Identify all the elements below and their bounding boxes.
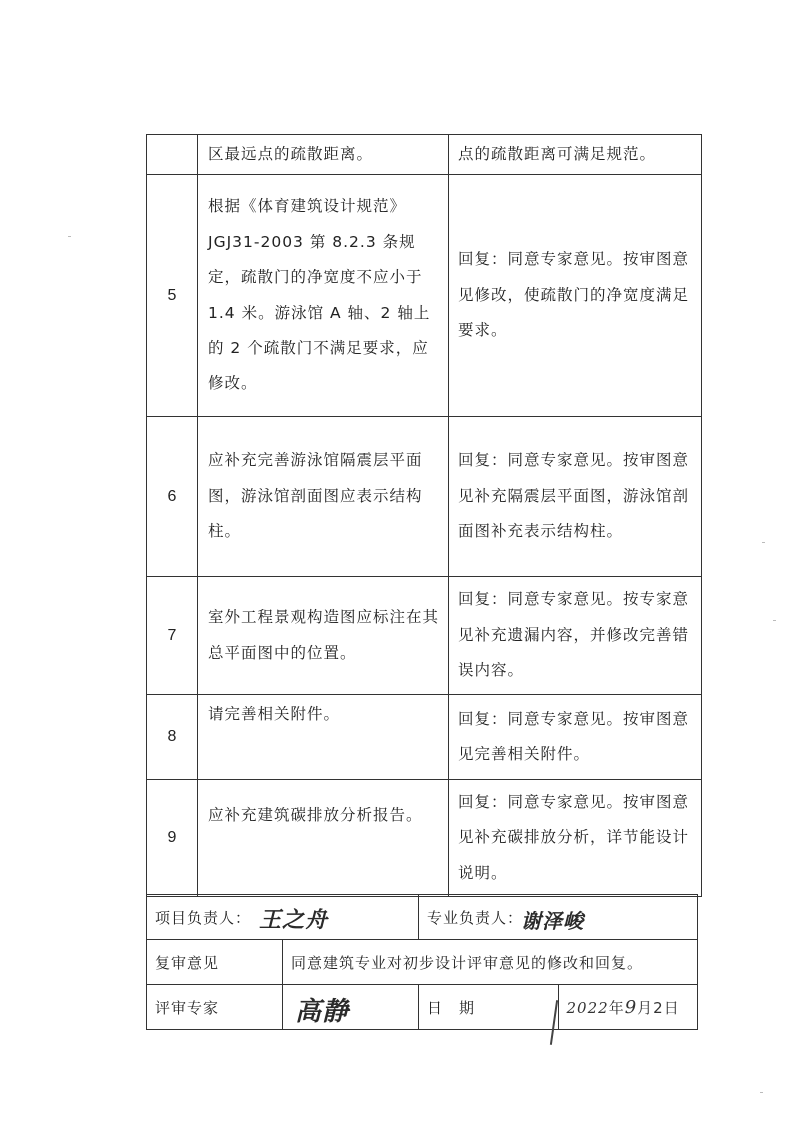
date-label-cell (419, 985, 559, 1030)
date-year-unit: 年 (608, 998, 625, 1017)
opinion-cell (198, 417, 449, 577)
recheck-opinion-text: 同意建筑专业对初步设计评审意见的修改和回复。 (291, 953, 644, 972)
reply-cell (449, 175, 702, 417)
date-day-unit: 日 (663, 998, 680, 1017)
reply-cell (449, 695, 702, 780)
date-month: 9 (624, 996, 638, 1018)
opinion-cell (198, 780, 449, 897)
table-row (147, 577, 702, 695)
recheck-row (147, 940, 698, 985)
date-month-unit: 月 (637, 998, 654, 1017)
opinion-cell (198, 135, 449, 175)
review-table (146, 134, 702, 897)
reply-text: 点的疏散距离可满足规范。 (458, 144, 657, 163)
recheck-label: 复审意见 (155, 953, 220, 972)
opinion-cell (198, 577, 449, 695)
reply-text: 回复：同意专家意见。按审图意见完善相关附件。 (458, 709, 690, 763)
reply-text: 回复：同意专家意见。按审图意见补充隔震层平面图，游泳馆剖面图补充表示结构柱。 (458, 451, 690, 541)
expert-label-cell (147, 985, 283, 1030)
date-value-cell (558, 985, 698, 1030)
date-label: 日 期 (427, 998, 476, 1017)
opinion-text: 区最远点的疏散距离。 (208, 144, 374, 163)
reply-text: 回复：同意专家意见。按专家意见补充遗漏内容，并修改完善错误内容。 (458, 590, 690, 680)
project-leader-signature: 王之舟 (259, 907, 329, 933)
table-row (147, 417, 702, 577)
table-row (147, 135, 702, 175)
opinion-text: 应补充完善游泳馆隔震层平面图，游泳馆剖面图应表示结构柱。 (208, 451, 423, 541)
row-number: 9 (147, 780, 198, 897)
opinion-cell (198, 695, 449, 780)
reply-cell (449, 780, 702, 897)
opinion-text: 应补充建筑碳排放分析报告。 (208, 806, 423, 824)
table-row (147, 695, 702, 780)
reply-text: 回复：同意专家意见。按审图意见修改，使疏散门的净宽度满足要求。 (458, 250, 690, 340)
row-number: 7 (147, 577, 198, 695)
recheck-label-cell (147, 940, 283, 985)
row-number: 5 (147, 175, 198, 417)
table-row (147, 780, 702, 897)
date-day: 2 (653, 998, 664, 1017)
major-leader-cell (419, 895, 698, 940)
scan-speck (760, 1092, 763, 1093)
responsible-row (147, 895, 698, 940)
table-row (147, 175, 702, 417)
date-year: 2022 (566, 998, 609, 1017)
row-number: 8 (147, 695, 198, 780)
opinion-text: 室外工程景观构造图应标注在其总平面图中的位置。 (208, 608, 440, 662)
opinion-text: 根据《体育建筑设计规范》JGJ31-2003 第 8.2.3 条规定，疏散门的净宽度不应小于 1.4 米。游泳馆 A 轴、2 轴上的 2 个疏散门不满足要求，应修改。 (208, 197, 431, 393)
scan-speck (762, 542, 765, 543)
row-number: 6 (147, 417, 198, 577)
major-leader-label: 专业负责人： (427, 908, 524, 927)
signature-table (146, 894, 698, 1030)
row-number (147, 135, 198, 175)
scan-speck (773, 620, 776, 621)
opinion-text: 请完善相关附件。 (208, 705, 341, 723)
reply-cell (449, 417, 702, 577)
expert-label: 评审专家 (155, 998, 220, 1017)
reply-cell (449, 577, 702, 695)
opinion-cell (198, 175, 449, 417)
recheck-opinion-cell (283, 940, 698, 985)
expert-signature-cell (283, 985, 419, 1030)
project-leader-label: 项目负责人： (155, 908, 252, 927)
project-leader-cell (147, 895, 419, 940)
reply-text: 回复：同意专家意见。按审图意见补充碳排放分析，详节能设计说明。 (458, 792, 690, 882)
scan-speck (68, 236, 71, 237)
reply-cell (449, 135, 702, 175)
review-date (566, 996, 680, 1018)
expert-row (147, 985, 698, 1030)
expert-signature: 高静 (295, 997, 350, 1027)
major-leader-signature: 谢泽峻 (521, 909, 584, 933)
